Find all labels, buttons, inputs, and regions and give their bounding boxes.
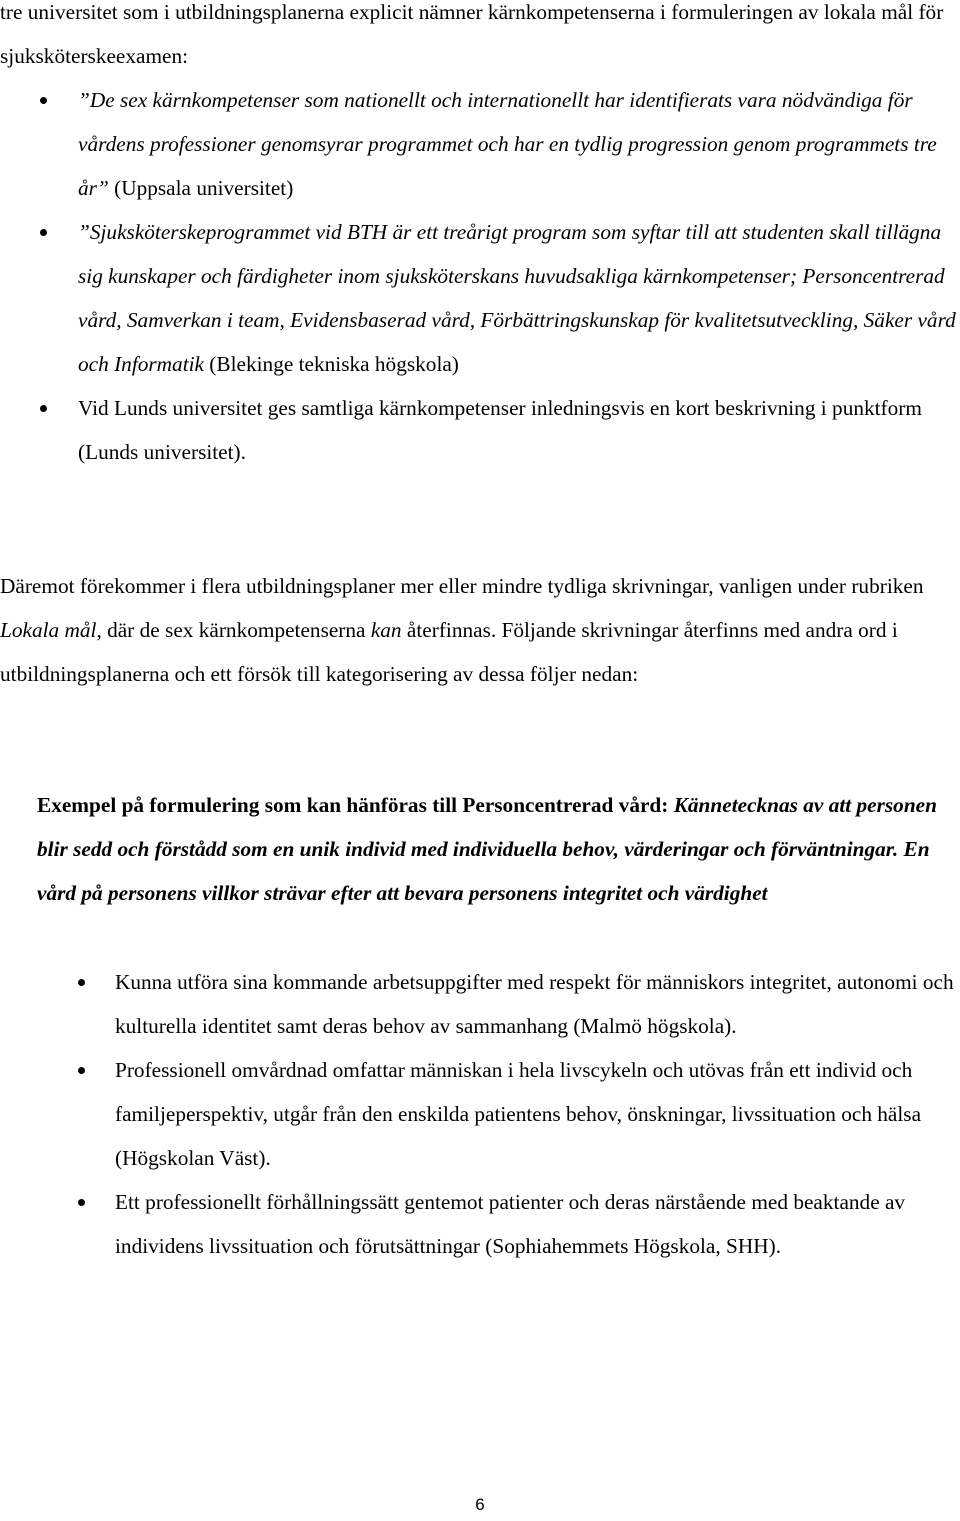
bullet-icon xyxy=(78,1199,85,1206)
bullet-icon xyxy=(78,1067,85,1074)
body-text: , där de sex kärnkompetenserna xyxy=(96,618,371,642)
intro-paragraph: tre universitet som i utbildningsplanerna explicit nämner kärnkompetenserna i formuleringen av lokala mål för sjuksköterskeexamen: xyxy=(0,0,944,68)
list-item-text: Professionell omvårdnad omfattar människan i hela livscykeln och utövas från ett individ och familjeperspektiv, utgår från den enskilda patientens behov, önskningar, livssituation och hälsa (Högskolan Väst). xyxy=(115,1058,922,1170)
list-item xyxy=(40,78,960,210)
bullet-icon xyxy=(78,979,85,986)
bullet-icon xyxy=(40,97,47,104)
emphasis-kan: kan xyxy=(370,618,402,642)
list-item-quote: ”De sex kärnkompetenser som nationellt och internationellt har identifierats vara nödvändiga för vårdens professioner genomsyrar programmet och har en tydlig progression genom programmets tre år” xyxy=(78,88,937,200)
core-competence-quote-list xyxy=(40,78,960,474)
list-item-source: (Blekinge tekniska högskola) xyxy=(203,352,459,376)
list-item-quote: ”Sjuksköterskeprogrammet vid BTH är ett treårigt program som syftar till att studenten skall tillägna sig kunskaper och färdigheter inom sjuksköterskans huvudsakliga kärnkompetenser; Personcentrerad vård, Samverkan i team, Evidensbaserad vård, Förbättringskunskap för kvalitetsutveckling, Säker vård och Informatik xyxy=(78,220,956,376)
list-item-text: Vid Lunds universitet ges samtliga kärnkompetenser inledningsvis en kort beskrivning i punktform (Lunds universitet). xyxy=(78,396,922,464)
example-heading-definition: Kännetecknas av att personen blir sedd och förstådd som en unik individ med individuella behov, värderingar och förväntningar. En vård på personens villkor strävar efter att bevara personens integritet och värdighet xyxy=(37,793,937,905)
list-item xyxy=(40,386,960,474)
example-heading xyxy=(37,783,955,915)
example-heading-label: Exempel på formulering som kan hänföras till Personcentrerad vård: xyxy=(37,793,674,817)
page-number: 6 xyxy=(475,1495,485,1514)
body-text: återfinnas. Följande skrivningar återfinns med andra ord i utbildningsplanerna och ett försök till kategorisering av dessa följer nedan: xyxy=(0,618,898,686)
list-item-text: Ett professionellt förhållningssätt gentemot patienter och deras närstående med beaktande av individens livssituation och förutsättningar (Sophiahemmets Högskola, SHH). xyxy=(115,1190,906,1258)
list-item-source: (Uppsala universitet) xyxy=(108,176,294,200)
list-item xyxy=(78,1048,958,1180)
bullet-icon xyxy=(40,229,47,236)
body-paragraph xyxy=(0,564,955,696)
example-list xyxy=(78,960,958,1268)
list-item xyxy=(40,210,960,386)
list-item xyxy=(78,1180,958,1268)
bullet-icon xyxy=(40,405,47,412)
emphasis-lokala-mal: Lokala mål xyxy=(0,618,97,642)
body-text: Däremot förekommer i flera utbildningsplaner mer eller mindre tydliga skrivningar, vanligen under rubriken xyxy=(0,574,924,598)
list-item-text: Kunna utföra sina kommande arbetsuppgifter med respekt för människors integritet, autonomi och kulturella identitet samt deras behov av sammanhang (Malmö högskola). xyxy=(115,970,954,1038)
list-item xyxy=(78,960,958,1048)
